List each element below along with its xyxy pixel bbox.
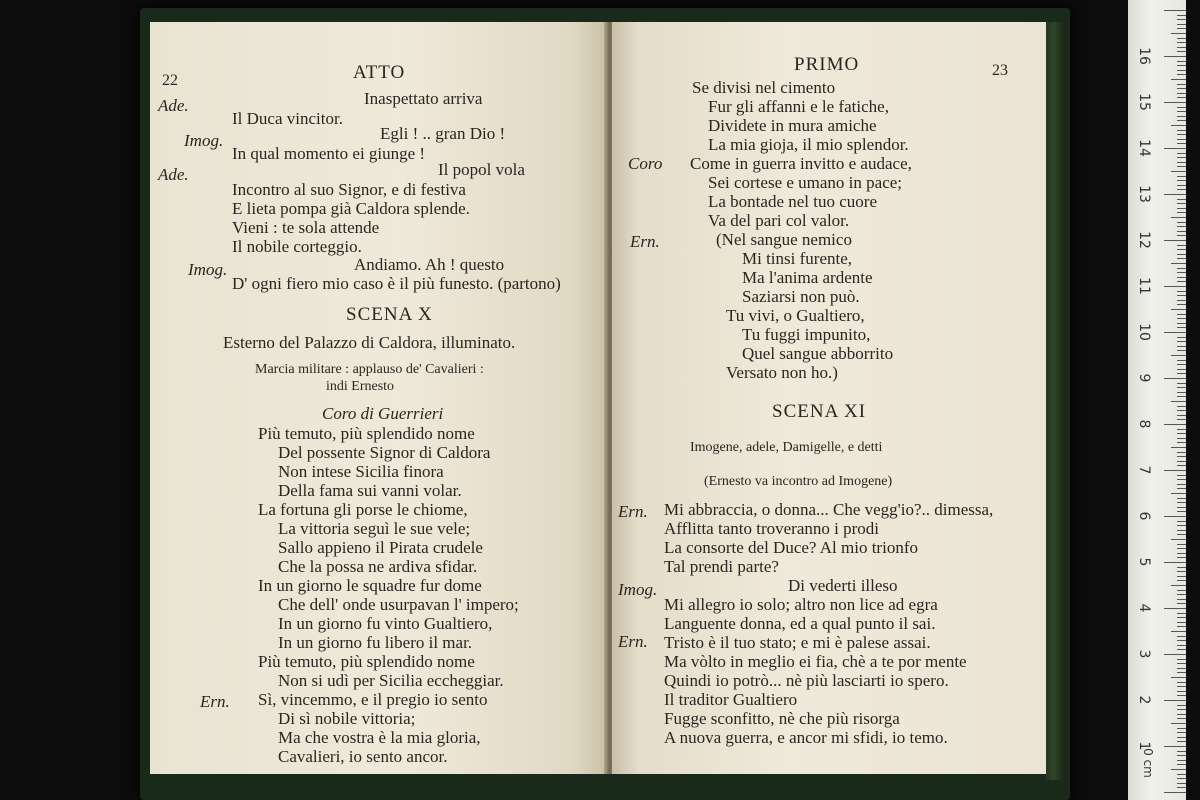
verse-line: Il popol vola [438, 160, 525, 179]
ruler-tick [1177, 571, 1186, 572]
ruler-tick [1177, 176, 1186, 177]
verse-line: Quindi io potrò... nè più lasciarti io spero. [664, 671, 949, 690]
ruler-tick [1164, 516, 1186, 517]
verse-line: La fortuna gli porse le chiome, [258, 500, 468, 519]
ruler-tick [1164, 792, 1186, 793]
verse-line: Afflitta tanto troveranno i prodi [664, 519, 879, 538]
page-number: 22 [162, 72, 178, 89]
verse-line: La mia gioja, il mio splendor. [708, 135, 909, 154]
ruler-tick [1177, 88, 1186, 89]
ruler-tick [1177, 544, 1186, 545]
ruler-tick [1177, 139, 1186, 140]
ruler-tick [1177, 760, 1186, 761]
ruler-tick [1177, 406, 1186, 407]
ruler-tick [1177, 373, 1186, 374]
ruler-tick [1177, 38, 1186, 39]
verse-line: Ma vòlto in meglio ei fia, chè a te por mente [664, 652, 967, 671]
ruler-tick [1177, 525, 1186, 526]
ruler-tick [1164, 102, 1186, 103]
ruler-number: 6 [1136, 511, 1152, 521]
ruler-number: 14 [1136, 139, 1152, 157]
ruler-tick [1171, 125, 1186, 126]
ruler-tick [1177, 613, 1186, 614]
ruler-tick [1177, 143, 1186, 144]
verse-line: Più temuto, più splendido nome [258, 652, 475, 671]
ruler-tick [1164, 608, 1186, 609]
verse-line: In qual momento ei giunge ! [232, 144, 426, 163]
verse-line: Non si udì per Sicilia eccheggiar. [278, 671, 504, 690]
ruler-number: 4 [1136, 603, 1152, 613]
ruler-tick [1164, 700, 1186, 701]
ruler-tick [1177, 442, 1186, 443]
ruler-tick [1177, 24, 1186, 25]
ruler-tick [1177, 180, 1186, 181]
verse-line: La consorte del Duce? Al mio trionfo [664, 538, 918, 557]
ruler-tick [1177, 557, 1186, 558]
verse-line: D' ogni fiero mio caso è il più funesto. (partono) [232, 274, 561, 293]
ruler-tick [1177, 498, 1186, 499]
ruler-number: 12 [1136, 231, 1152, 249]
ruler-tick [1177, 51, 1186, 52]
ruler-tick [1164, 56, 1186, 57]
verse-line: Tristo è il tuo stato; e mi è palese assai. [664, 633, 931, 652]
ruler-tick [1177, 438, 1186, 439]
ruler-tick [1177, 659, 1186, 660]
ruler-tick [1177, 277, 1186, 278]
ruler-tick [1177, 360, 1186, 361]
verse-line: Inaspettato arriva [364, 89, 483, 108]
ruler-tick [1177, 245, 1186, 246]
ruler-tick [1177, 249, 1186, 250]
ruler-tick [1177, 590, 1186, 591]
ruler-tick [1177, 465, 1186, 466]
ruler-tick [1177, 235, 1186, 236]
speaker: Imog. [618, 580, 658, 599]
ruler-tick [1177, 231, 1186, 232]
ruler-tick [1177, 764, 1186, 765]
ruler-tick [1164, 194, 1186, 195]
ruler-tick [1177, 617, 1186, 618]
ruler-tick [1177, 61, 1186, 62]
ruler-tick [1177, 15, 1186, 16]
ruler-number: 13 [1136, 185, 1152, 203]
ruler-number: 1 [1136, 741, 1152, 751]
ruler-tick [1177, 663, 1186, 664]
ruler-tick [1177, 755, 1186, 756]
ruler-number: 15 [1136, 93, 1152, 111]
ruler-tick [1171, 493, 1186, 494]
ruler-tick [1177, 212, 1186, 213]
verse-line: Saziarsi non può. [742, 287, 860, 306]
ruler-tick [1177, 341, 1186, 342]
ruler-number: 5 [1136, 557, 1152, 567]
ruler-tick [1177, 452, 1186, 453]
ruler-tick [1177, 668, 1186, 669]
ruler-tick [1177, 203, 1186, 204]
ruler-tick [1177, 199, 1186, 200]
ruler-tick [1177, 419, 1186, 420]
ruler-tick [1177, 350, 1186, 351]
verse-line: Che la possa ne ardiva sfidar. [278, 557, 478, 576]
verse-line: Mi abbraccia, o donna... Che vegg'io?.. dimessa, [664, 500, 994, 519]
ruler-tick [1177, 300, 1186, 301]
verse-line: Fur gli affanni e le fatiche, [708, 97, 889, 116]
ruler-tick [1177, 42, 1186, 43]
ruler-tick [1164, 424, 1186, 425]
verse-line: La vittoria seguì le sue vele; [278, 519, 471, 538]
ruler-tick [1177, 649, 1186, 650]
ruler-tick [1177, 281, 1186, 282]
verse-line: Tal prendi parte? [664, 557, 779, 576]
speaker: Imog. [184, 131, 224, 150]
ruler-tick [1177, 189, 1186, 190]
ruler-tick [1177, 594, 1186, 595]
speaker: Ern. [200, 692, 230, 711]
verse-line: Va del pari col valor. [708, 211, 850, 230]
ruler-tick [1177, 208, 1186, 209]
verse-line: A nuova guerra, e ancor mi sfidi, io temo. [664, 728, 948, 747]
ruler-tick [1177, 511, 1186, 512]
scene-characters: Imogene, adele, Damigelle, e detti [690, 440, 883, 455]
ruler-tick [1177, 222, 1186, 223]
ruler-tick [1177, 166, 1186, 167]
ruler-tick [1177, 304, 1186, 305]
ruler-tick [1171, 447, 1186, 448]
speaker: Ade. [158, 96, 189, 115]
ruler-tick [1164, 746, 1186, 747]
verse-line: Se divisi nel cimento [692, 78, 836, 97]
ruler-tick [1177, 272, 1186, 273]
ruler-tick [1177, 93, 1186, 94]
ruler-number: 2 [1136, 695, 1152, 705]
verse-line: In un giorno fu vinto Gualtiero, [278, 614, 493, 633]
verse-line: (Nel sangue nemico [716, 230, 852, 249]
ruler-tick [1177, 737, 1186, 738]
verse-line: Di vederti illeso [788, 576, 898, 595]
ruler-tick [1171, 401, 1186, 402]
ruler-tick [1177, 553, 1186, 554]
ruler-tick [1177, 185, 1186, 186]
ruler-tick [1177, 778, 1186, 779]
ruler-tick [1171, 769, 1186, 770]
ruler-tick [1177, 507, 1186, 508]
verse-line: Versato non ho.) [726, 363, 838, 382]
ruler-tick [1177, 599, 1186, 600]
ruler-tick [1177, 521, 1186, 522]
ruler-tick [1177, 157, 1186, 158]
verse-line: Languente donna, ed a qual punto il sai. [664, 614, 936, 633]
ruler-tick [1177, 479, 1186, 480]
ruler-tick [1171, 631, 1186, 632]
ruler-tick [1177, 691, 1186, 692]
ruler-tick [1177, 153, 1186, 154]
ruler-tick [1177, 548, 1186, 549]
ruler-tick [1177, 65, 1186, 66]
ruler-tick [1177, 488, 1186, 489]
ruler-tick [1171, 309, 1186, 310]
ruler-tick [1177, 682, 1186, 683]
verse-line: Di sì nobile vittoria; [278, 709, 416, 728]
page-number: 23 [992, 62, 1008, 79]
measuring-ruler [1128, 0, 1186, 800]
verse-line: Mi tinsi furente, [742, 249, 853, 268]
ruler-tick [1177, 705, 1186, 706]
ruler-tick [1177, 70, 1186, 71]
speaker: Ern. [618, 632, 648, 651]
ruler-tick [1164, 654, 1186, 655]
verse-line: Più temuto, più splendido nome [258, 424, 475, 443]
verse-line: Sei cortese e umano in pace; [708, 173, 903, 192]
stage-direction: indi Ernesto [326, 379, 395, 394]
verse-line: Del possente Signor di Caldora [278, 443, 491, 462]
ruler-tick [1177, 47, 1186, 48]
verse-line: Incontro al suo Signor, e di festiva [232, 180, 466, 199]
verse-line: Ma che vostra è la mia gloria, [278, 728, 481, 747]
ruler-number: 3 [1136, 649, 1152, 659]
verse-line: Come in guerra invitto e audace, [690, 154, 912, 173]
ruler-tick [1177, 323, 1186, 324]
scene-title: SCENA X [346, 304, 433, 325]
ruler-tick [1177, 461, 1186, 462]
ruler-tick [1177, 728, 1186, 729]
ruler-tick [1171, 355, 1186, 356]
ruler-tick [1164, 332, 1186, 333]
verse-line: Vieni : te sola attende [232, 218, 380, 237]
verse-line: Il traditor Gualtiero [664, 690, 798, 709]
ruler-tick [1177, 97, 1186, 98]
scene-setting: Esterno del Palazzo di Caldora, illuminato. [223, 333, 516, 352]
speaker: Ern. [618, 502, 648, 521]
verse-line: Della fama sui vanni volar. [278, 481, 462, 500]
ruler-tick [1177, 787, 1186, 788]
running-head: PRIMO [794, 54, 860, 75]
ruler-tick [1177, 475, 1186, 476]
ruler-tick [1177, 603, 1186, 604]
ruler-tick [1177, 226, 1186, 227]
ruler-tick [1177, 396, 1186, 397]
speaker: Ern. [630, 232, 660, 251]
ruler-tick [1177, 741, 1186, 742]
verse-line: Andiamo. Ah ! questo [354, 255, 505, 274]
ruler-tick [1177, 410, 1186, 411]
ruler-number: 16 [1136, 47, 1152, 65]
stage-direction: Marcia militare : applauso de' Cavalieri : [255, 362, 484, 377]
ruler-number: 7 [1136, 465, 1152, 475]
right-page [612, 22, 1046, 774]
ruler-tick [1177, 107, 1186, 108]
verse-line: Dividete in mura amiche [708, 116, 877, 135]
verse-line: Tu fuggi impunito, [742, 325, 871, 344]
verse-line: La bontade nel tuo cuore [708, 192, 877, 211]
running-head: ATTO [353, 62, 406, 83]
ruler-tick [1177, 429, 1186, 430]
verse-line: In un giorno le squadre fur dome [258, 576, 482, 595]
ruler-tick [1177, 295, 1186, 296]
ruler-number: 10 [1136, 323, 1152, 341]
ruler-tick [1177, 626, 1186, 627]
ruler-tick [1177, 364, 1186, 365]
ruler-tick [1164, 562, 1186, 563]
ruler-tick [1171, 79, 1186, 80]
ruler-tick [1164, 240, 1186, 241]
ruler-tick [1164, 10, 1186, 11]
ruler-tick [1177, 718, 1186, 719]
verse-line: Il nobile corteggio. [232, 237, 362, 256]
ruler-tick [1177, 456, 1186, 457]
ruler-tick [1177, 111, 1186, 112]
ruler-tick [1177, 751, 1186, 752]
ruler-tick [1177, 383, 1186, 384]
chorus-title: Coro di Guerrieri [322, 404, 444, 423]
ruler-tick [1177, 291, 1186, 292]
ruler-tick [1177, 268, 1186, 269]
ruler-tick [1177, 318, 1186, 319]
ruler-tick [1177, 433, 1186, 434]
speaker: Coro [628, 154, 663, 173]
left-page [150, 22, 608, 774]
scene-title: SCENA XI [772, 401, 867, 422]
cover-edge [1046, 22, 1064, 780]
speaker: Imog. [188, 260, 228, 279]
ruler-tick [1177, 530, 1186, 531]
ruler-tick [1177, 732, 1186, 733]
ruler-tick [1171, 723, 1186, 724]
ruler-tick [1177, 774, 1186, 775]
ruler-number: 8 [1136, 419, 1152, 429]
ruler-tick [1177, 783, 1186, 784]
ruler-tick [1177, 258, 1186, 259]
verse-line: Egli ! .. gran Dio ! [380, 124, 506, 143]
ruler-tick [1177, 387, 1186, 388]
ruler-tick [1171, 263, 1186, 264]
ruler-number: 11 [1136, 277, 1152, 295]
verse-line: Ma l'anima ardente [742, 268, 873, 287]
stage-direction: (Ernesto va incontro ad Imogene) [704, 474, 893, 489]
verse-line: Tu vivi, o Gualtiero, [726, 306, 865, 325]
ruler-tick [1177, 636, 1186, 637]
ruler-unit-label: 0 cm [1140, 748, 1155, 778]
ruler-tick [1177, 484, 1186, 485]
verse-line: Sallo appieno il Pirata crudele [278, 538, 483, 557]
ruler-tick [1177, 162, 1186, 163]
ruler-tick [1177, 709, 1186, 710]
ruler-tick [1177, 130, 1186, 131]
ruler-tick [1177, 254, 1186, 255]
ruler-tick [1177, 337, 1186, 338]
ruler-tick [1164, 378, 1186, 379]
ruler-tick [1177, 327, 1186, 328]
ruler-tick [1177, 314, 1186, 315]
ruler-tick [1177, 622, 1186, 623]
speaker: Ade. [158, 165, 189, 184]
ruler-tick [1164, 286, 1186, 287]
ruler-tick [1177, 534, 1186, 535]
ruler-tick [1177, 120, 1186, 121]
ruler-tick [1177, 672, 1186, 673]
ruler-tick [1171, 33, 1186, 34]
ruler-tick [1164, 148, 1186, 149]
ruler-tick [1171, 539, 1186, 540]
ruler-tick [1177, 580, 1186, 581]
verse-line: In un giorno fu libero il mar. [278, 633, 473, 652]
verse-line: E lieta pompa già Caldora splende. [232, 199, 470, 218]
ruler-tick [1177, 74, 1186, 75]
ruler-tick [1177, 392, 1186, 393]
verse-line: Sì, vincemmo, e il pregio io sento [258, 690, 488, 709]
verse-line: Che dell' onde usurpavan l' impero; [278, 595, 519, 614]
ruler-tick [1177, 346, 1186, 347]
ruler-tick [1177, 576, 1186, 577]
ruler-tick [1171, 171, 1186, 172]
ruler-tick [1177, 28, 1186, 29]
ruler-tick [1177, 695, 1186, 696]
ruler-tick [1177, 640, 1186, 641]
verse-line: Cavalieri, io sento ancor. [278, 747, 448, 766]
ruler-tick [1177, 369, 1186, 370]
ruler-tick [1177, 19, 1186, 20]
ruler-tick [1177, 567, 1186, 568]
verse-line: Fugge sconfitto, nè che più risorga [664, 709, 900, 728]
ruler-tick [1177, 714, 1186, 715]
ruler-tick [1171, 585, 1186, 586]
ruler-tick [1177, 415, 1186, 416]
ruler-tick [1177, 84, 1186, 85]
ruler-number: 9 [1136, 373, 1152, 383]
ruler-tick [1171, 677, 1186, 678]
ruler-tick [1171, 217, 1186, 218]
verse-line: Mi allegro io solo; altro non lice ad egra [664, 595, 938, 614]
verse-line: Non intese Sicilia finora [278, 462, 444, 481]
verse-line: Il Duca vincitor. [232, 109, 343, 128]
ruler-tick [1177, 116, 1186, 117]
ruler-tick [1177, 502, 1186, 503]
verse-line: Quel sangue abborrito [742, 344, 894, 363]
ruler-tick [1177, 686, 1186, 687]
ruler-tick [1177, 645, 1186, 646]
ruler-tick [1177, 134, 1186, 135]
ruler-tick [1164, 470, 1186, 471]
